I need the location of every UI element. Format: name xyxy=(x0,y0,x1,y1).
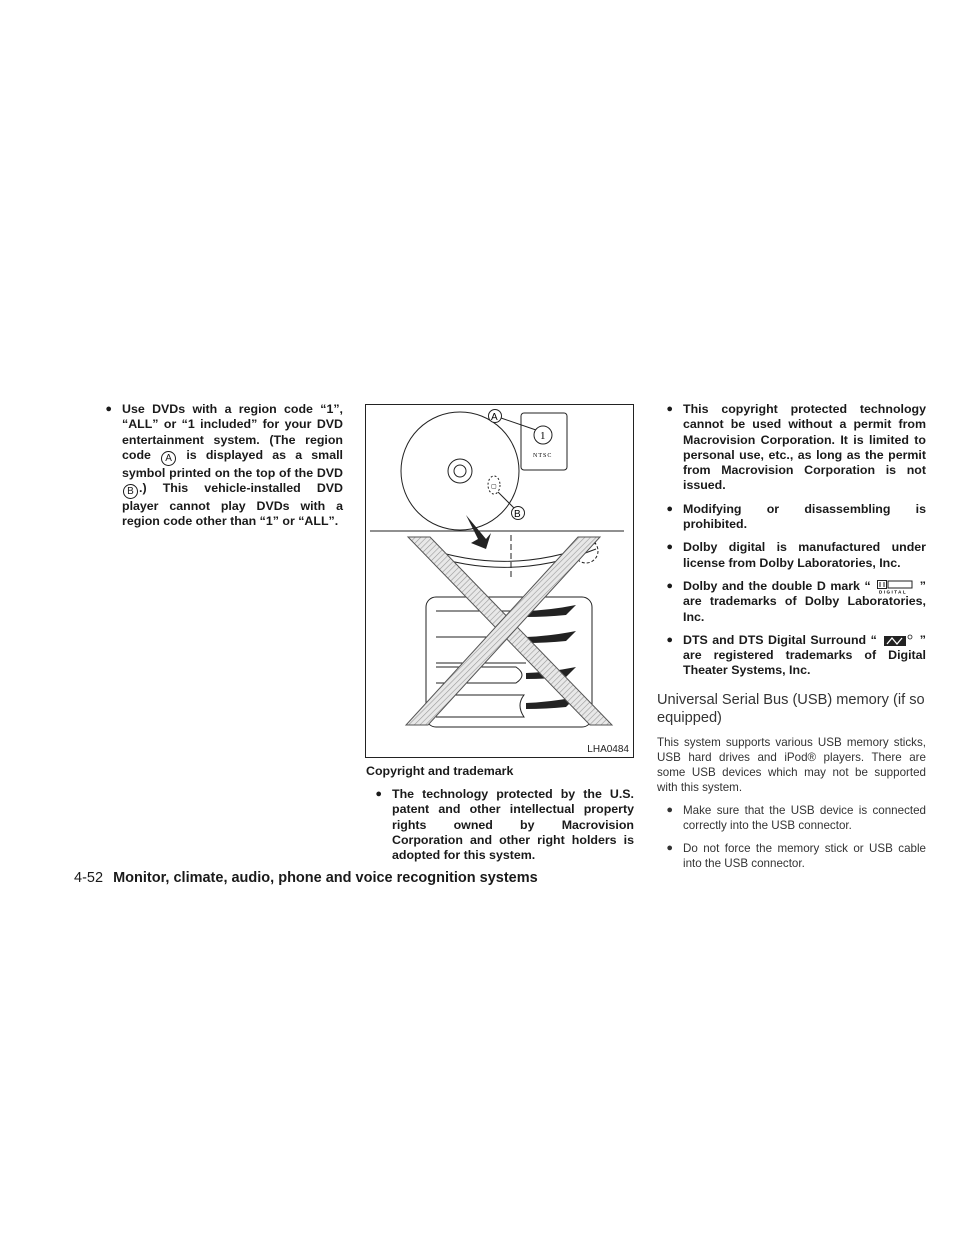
dvd-disc xyxy=(401,412,519,530)
svg-text:▢: ▢ xyxy=(491,484,497,490)
figure-code: LHA0484 xyxy=(587,744,629,755)
marker-b-icon: B xyxy=(123,484,138,499)
middle-bullet-list xyxy=(366,787,634,863)
bullet-icon: ● xyxy=(666,579,673,592)
arrow-down-icon xyxy=(466,515,491,549)
dolby-text-after: ” are trademarks of Dolby Laboratories, Inc. xyxy=(683,578,926,624)
bullet-text: The technology protected by the U.S. patent and other intellectual property rights owned by Macrovision Corporation and other right holders is adopted for this system. xyxy=(392,787,634,863)
usb-bullet xyxy=(657,803,926,833)
dolby-text-before: Dolby and the double D mark “ xyxy=(683,578,871,593)
bullet-icon: ● xyxy=(666,841,673,854)
figure-label-b: B xyxy=(514,509,521,520)
section-title: Monitor, climate, audio, phone and voice recognition systems xyxy=(113,870,538,886)
dts-text-after: ” are registered trademarks of Digital Theater Systems, Inc. xyxy=(683,632,926,678)
macrovision-bullet xyxy=(366,787,634,863)
page-footer xyxy=(74,870,538,886)
marker-a-icon: A xyxy=(161,451,176,466)
dts-bullet xyxy=(657,633,926,679)
bullet-text: Dolby digital is manufactured under license from Dolby Laboratories, Inc. xyxy=(683,540,926,570)
bullet-text: Do not force the memory stick or USB cable into the USB connector. xyxy=(683,841,926,871)
left-bullet-list xyxy=(96,402,343,530)
usb-bullet-list xyxy=(657,803,926,872)
svg-text:DIGITAL: DIGITAL xyxy=(879,589,908,594)
usb-heading: Universal Serial Bus (USB) memory (if so equipped) xyxy=(657,691,925,726)
bullet-icon: ● xyxy=(666,403,673,415)
prohibited-x-icon xyxy=(406,537,612,725)
usb-paragraph: This system supports various USB memory sticks, USB hard drives and iPod® players. There are some USB devices which may not be supported with this system. xyxy=(657,735,926,795)
bullet-icon: ● xyxy=(666,502,673,515)
bullet-icon: ● xyxy=(375,788,382,800)
figure-label-a: A xyxy=(491,412,498,423)
region-code-symbol xyxy=(521,413,567,470)
bullet-icon: ● xyxy=(105,403,112,415)
right-bullet xyxy=(657,402,926,494)
bullet-text: Modifying or disassembling is prohibited. xyxy=(683,501,926,532)
bullet-text-part2: is displayed as a small symbol printed on the top of the DVD xyxy=(122,447,343,480)
bullet-icon: ● xyxy=(666,541,673,554)
right-column xyxy=(657,402,926,877)
bullet-text: Make sure that the USB device is connected correctly into the USB connector. xyxy=(683,803,926,832)
left-column xyxy=(96,402,343,536)
dvd-illustration xyxy=(366,405,633,757)
dts-logo-icon xyxy=(883,634,913,648)
right-bullet xyxy=(657,540,926,571)
svg-text:NTSC: NTSC xyxy=(533,453,553,459)
copyright-caption: Copyright and trademark xyxy=(366,764,514,778)
middle-column xyxy=(366,787,634,869)
dolby-logo-icon xyxy=(877,580,913,594)
dvd-region-figure xyxy=(365,404,634,758)
dolby-bullet xyxy=(657,579,926,625)
region-code-bullet xyxy=(96,402,343,530)
dts-text-before: DTS and DTS Digital Surround “ xyxy=(683,632,877,647)
right-bullet xyxy=(657,502,926,533)
page-number: 4-52 xyxy=(74,870,104,886)
trademark-bullet-list xyxy=(657,402,926,679)
bullet-icon: ● xyxy=(666,803,673,816)
svg-text:1: 1 xyxy=(540,430,546,442)
bullet-icon: ● xyxy=(666,633,673,646)
usb-bullet xyxy=(657,841,926,871)
bullet-text-part3: .) This vehicle-installed DVD player cannot play DVDs with a region code other than “1” or “ALL”. xyxy=(122,481,343,529)
bullet-text-part1: Use DVDs with a region code “1”, “ALL” or “1 included” for your DVD entertainment system. (The region code xyxy=(122,402,343,462)
bullet-text: This copyright protected technology cannot be used without a permit from Macrovision Corporation. It is limited to personal use, etc., as long as the permit from Macrovision Corporation is not issued. xyxy=(683,402,926,493)
